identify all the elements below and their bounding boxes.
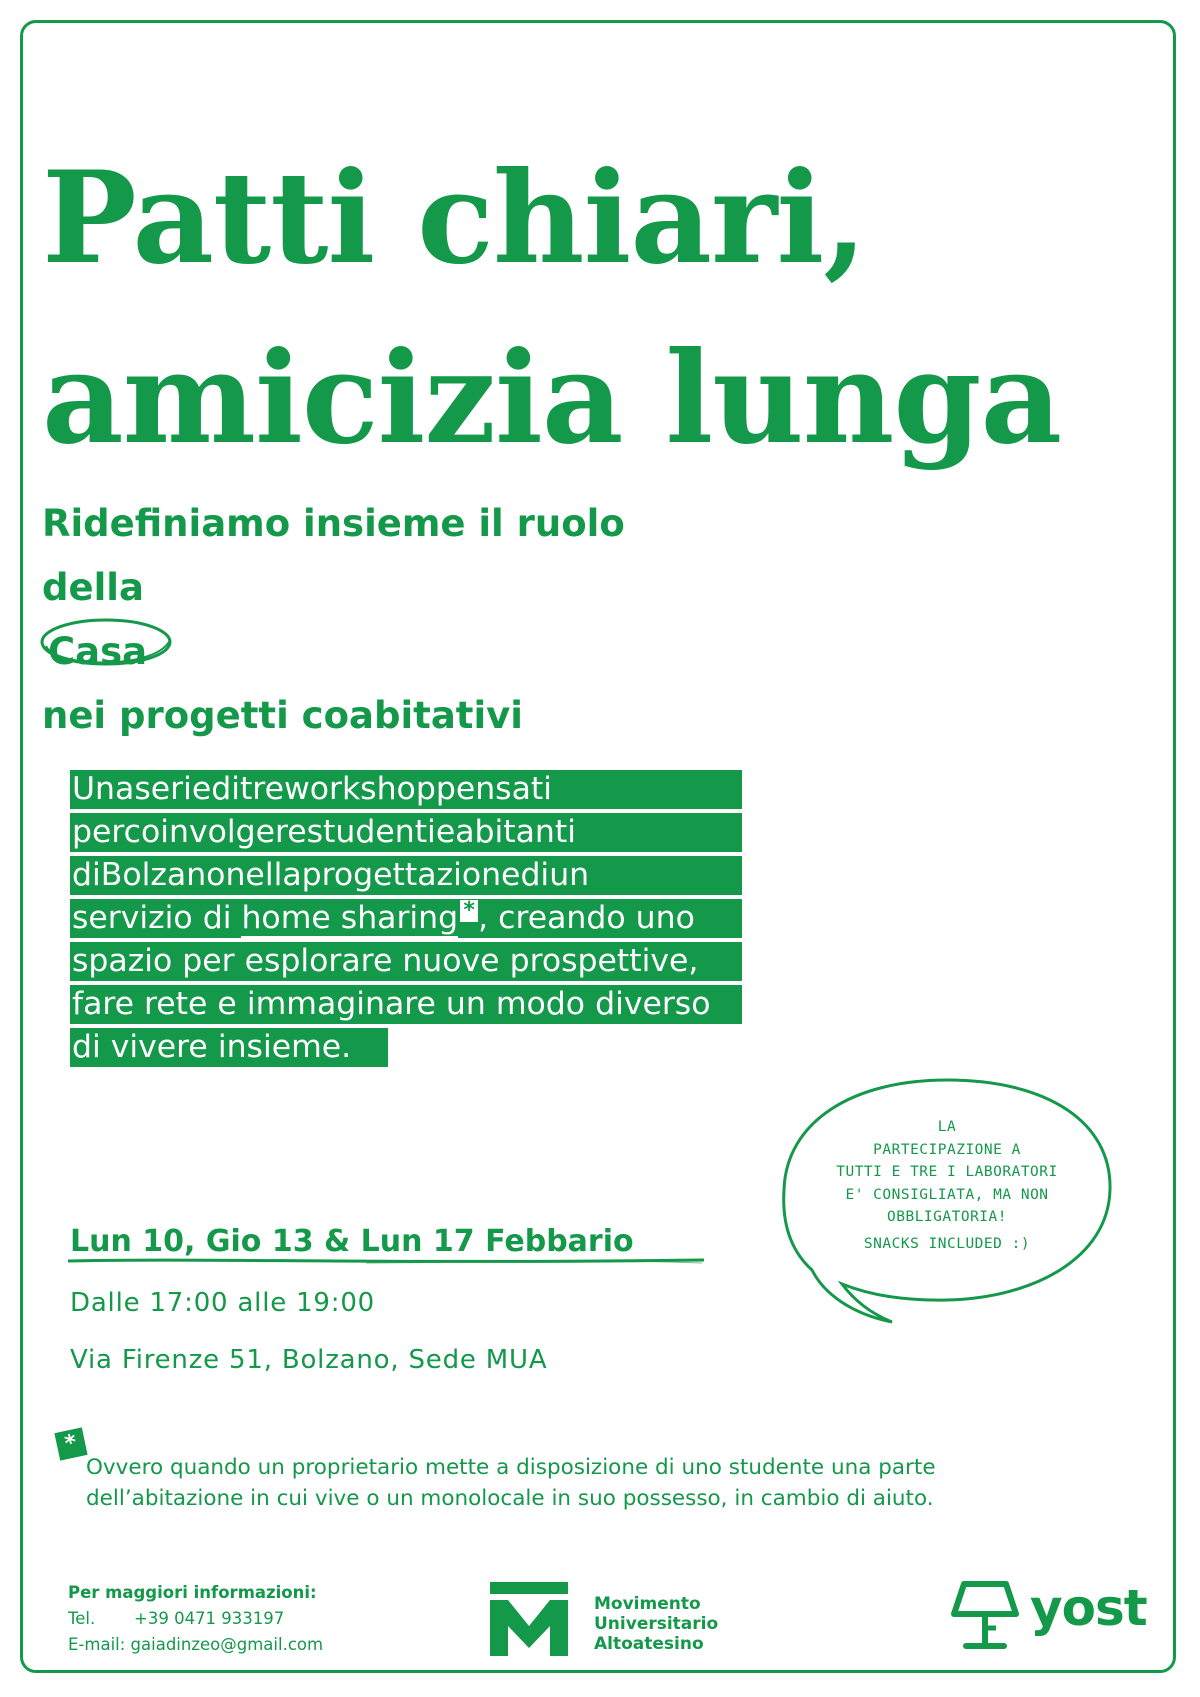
- yost-logo: yost: [1030, 1579, 1147, 1637]
- intro-line-text: [70, 856, 742, 895]
- intro-line-4-end: , creando uno: [478, 900, 695, 936]
- intro-line-4: [70, 897, 742, 940]
- intro-line-text: [70, 813, 742, 852]
- subtitle-suffix: nei progetti coabitativi: [42, 694, 523, 737]
- brush-underline-icon: [66, 1256, 706, 1266]
- event-location: Via Firenze 51, Bolzano, Sede MUA: [70, 1345, 548, 1375]
- intro-word: nella: [225, 857, 302, 893]
- intro-word: di: [72, 857, 101, 893]
- subtitle-line-1: Ridefiniamo insieme il ruolo: [42, 502, 625, 545]
- bubble-line: SNACKS INCLUDED :): [863, 1235, 1031, 1252]
- subtitle-prefix: della: [42, 566, 144, 609]
- lamp-icon: [950, 1580, 1020, 1654]
- casa-highlight: [42, 620, 1042, 684]
- phone-value[interactable]: +39 0471 933197: [134, 1609, 285, 1628]
- email-value[interactable]: gaiadinzeo@gmail.com: [130, 1635, 324, 1654]
- bubble-note: [822, 1116, 1072, 1255]
- email-label: E-mail:: [68, 1635, 126, 1654]
- intro-word: serie: [134, 771, 212, 807]
- intro-word: Una: [72, 771, 135, 807]
- footnote-line-1: Ovvero quando un proprietario mette a disposizione di uno studente una parte: [86, 1455, 936, 1480]
- bubble-line: OBBLIGATORIA!: [887, 1209, 1007, 1225]
- intro-word: un: [549, 857, 590, 893]
- event-time: Dalle 17:00 alle 19:00: [70, 1288, 376, 1318]
- bubble-line: E' CONSIGLIATA, MA NON: [845, 1186, 1049, 1203]
- intro-word: abitanti: [455, 814, 576, 850]
- intro-line-2: [70, 811, 742, 854]
- intro-word: Bolzano: [100, 857, 226, 893]
- casa-word: Casa: [48, 630, 148, 673]
- intro-paragraph: [70, 768, 742, 1069]
- intro-line-text: [70, 770, 742, 809]
- intro-word: progettazione: [301, 857, 521, 893]
- intro-word: coinvolgere: [123, 814, 307, 850]
- mua-line-2: Universitario: [594, 1614, 719, 1634]
- intro-word: di: [211, 771, 240, 807]
- asterisk-icon: *: [54, 1427, 87, 1460]
- bubble-line: PARTECIPAZIONE A: [873, 1141, 1021, 1158]
- intro-word: workshop: [283, 771, 436, 807]
- contact-email: [68, 1632, 323, 1658]
- event-dates: Lun 10, Gio 13 & Lun 17 Febbario: [70, 1224, 634, 1259]
- home-sharing-term: home sharing: [241, 900, 459, 936]
- intro-line-1: [70, 768, 742, 811]
- mua-logo-icon: [490, 1582, 568, 1656]
- poster-title: [42, 128, 1142, 488]
- intro-word: per: [72, 814, 124, 850]
- subtitle-line-2: [42, 556, 1042, 748]
- mua-line-3: Altoatesino: [594, 1634, 704, 1654]
- contact-heading: Per maggiori informazioni:: [68, 1583, 317, 1602]
- asterisk-marker-icon: *: [460, 900, 478, 922]
- contact-info: [68, 1580, 323, 1658]
- footnote: [86, 1452, 1026, 1514]
- intro-word: e: [435, 814, 456, 850]
- intro-word: di: [520, 857, 550, 893]
- mua-name: [594, 1594, 718, 1654]
- contact-phone: [68, 1606, 323, 1632]
- phone-label: Tel.: [68, 1609, 96, 1628]
- mua-line-1: Movimento: [594, 1594, 701, 1614]
- intro-line-6: fare rete e immaginare un modo diverso: [70, 983, 742, 1026]
- title-line-1: Patti chiari,: [42, 144, 867, 292]
- bubble-line: TUTTI E TRE I LABORATORI: [836, 1164, 1058, 1180]
- poster-subtitle: [42, 492, 1042, 748]
- title-line-2: amicizia lunga: [42, 324, 1062, 472]
- intro-line-4-start: servizio di: [72, 900, 242, 936]
- intro-line-3: [70, 854, 742, 897]
- intro-word: tre: [239, 771, 284, 807]
- intro-line-7: di vivere insieme.: [70, 1026, 742, 1069]
- bubble-line: LA: [937, 1119, 957, 1135]
- intro-word: studenti: [306, 814, 436, 850]
- intro-word: pensati: [435, 771, 552, 807]
- footnote-line-2: dell’abitazione in cui vive o un monolocale in suo possesso, in cambio di aiuto.: [86, 1486, 934, 1511]
- intro-line-5: spazio per esplorare nuove prospettive,: [70, 940, 742, 983]
